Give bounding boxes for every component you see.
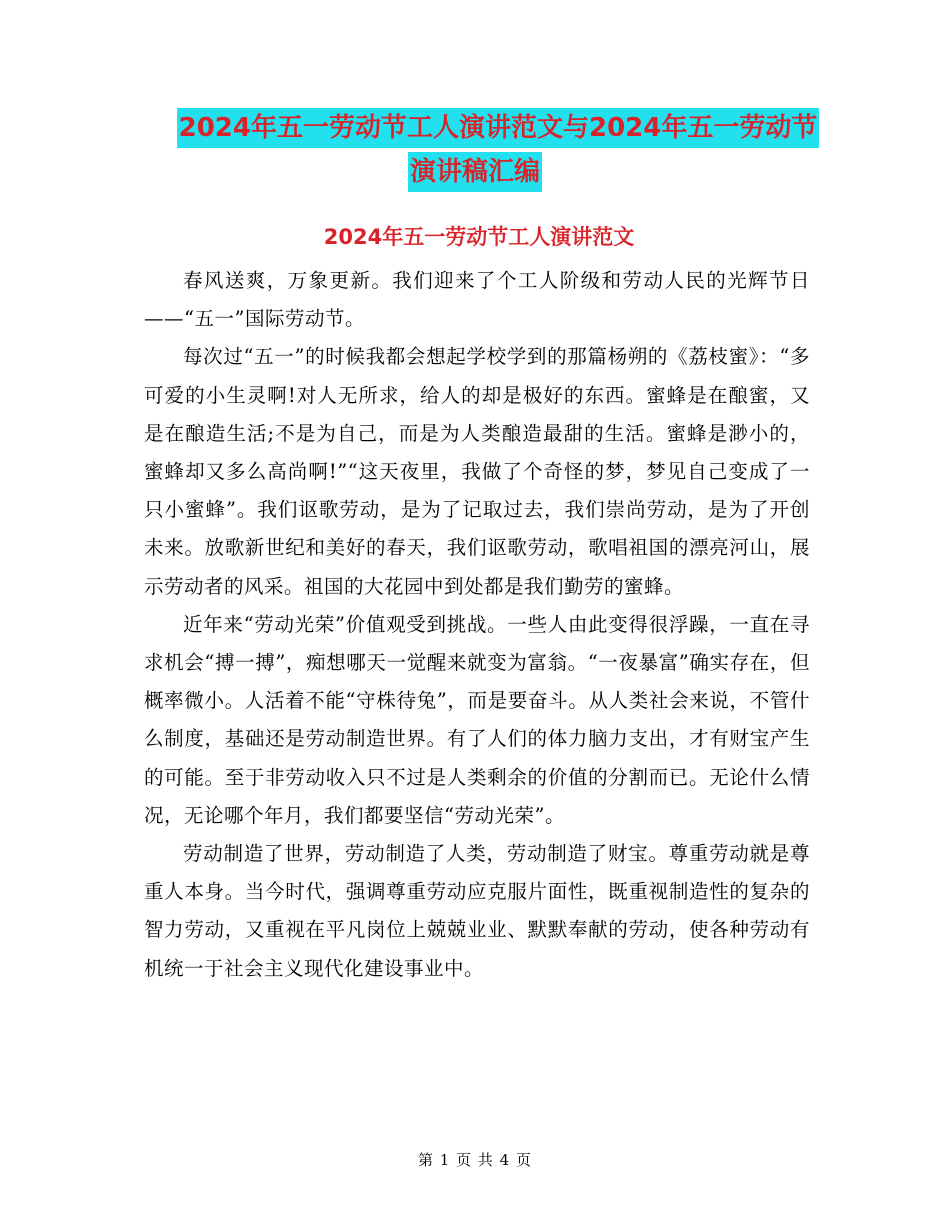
section-heading: 2024年五一劳动节工人演讲范文 [323,225,635,249]
body-text [144,262,810,988]
paragraph-1: 春风送爽，万象更新。我们迎来了个工人阶级和劳动人民的光辉节日——“五一”国际劳动节。 [144,269,810,331]
paragraph-2: 每次过“五一”的时候我都会想起学校学到的那篇杨朔的《荔枝蜜》：“多可爱的小生灵啊!对人无所求，给人的却是极好的东西。蜜蜂是在酿蜜，又是在酿造生活;不是为自己，而是为人类酿造最甜的生活。蜜蜂是渺小的，蜜蜂却又多么高尚啊!”“这天夜里，我做了个奇怪的梦，梦见自己变成了一只小蜜蜂”。我们讴歌劳动，是为了记取过去，我们崇尚劳动，是为了开创未来。放歌新世纪和美好的春天，我们讴歌劳动，歌唱祖国的漂亮河山，展示劳动者的风采。祖国的大花园中到处都是我们勤劳的蜜蜂。 [144,345,810,598]
title-line-2: 演讲稿汇编 [408,152,542,192]
page-footer: 第 1 页 共 4 页 [418,1151,532,1169]
paragraph-3: 近年来“劳动光荣”价值观受到挑战。一些人由此变得很浮躁，一直在寻求机会“搏一搏”，痴想哪天一觉醒来就变为富翁。“一夜暴富”确实存在，但概率微小。人活着不能“守株待兔”，而是要奋斗。从人类社会来说，不管什么制度，基础还是劳动制造世界。有了人们的体力脑力支出，才有财宝产生的可能。至于非劳动收入只不过是人类剩余的价值的分割而已。无论什么情况，无论哪个年月，我们都要坚信“劳动光荣”。 [144,612,810,827]
title-line-1: 2024年五一劳动节工人演讲范文与2024年五一劳动节 [177,108,820,148]
document-title [0,108,950,192]
paragraph-4: 劳动制造了世界，劳动制造了人类，劳动制造了财宝。尊重劳动就是尊重人本身。当今时代，强调尊重劳动应克服片面性，既重视制造性的复杂的智力劳动，又重视在平凡岗位上兢兢业业、默默奉献的劳动，使各种劳动有机统一于社会主义现代化建设事业中。 [144,842,810,980]
